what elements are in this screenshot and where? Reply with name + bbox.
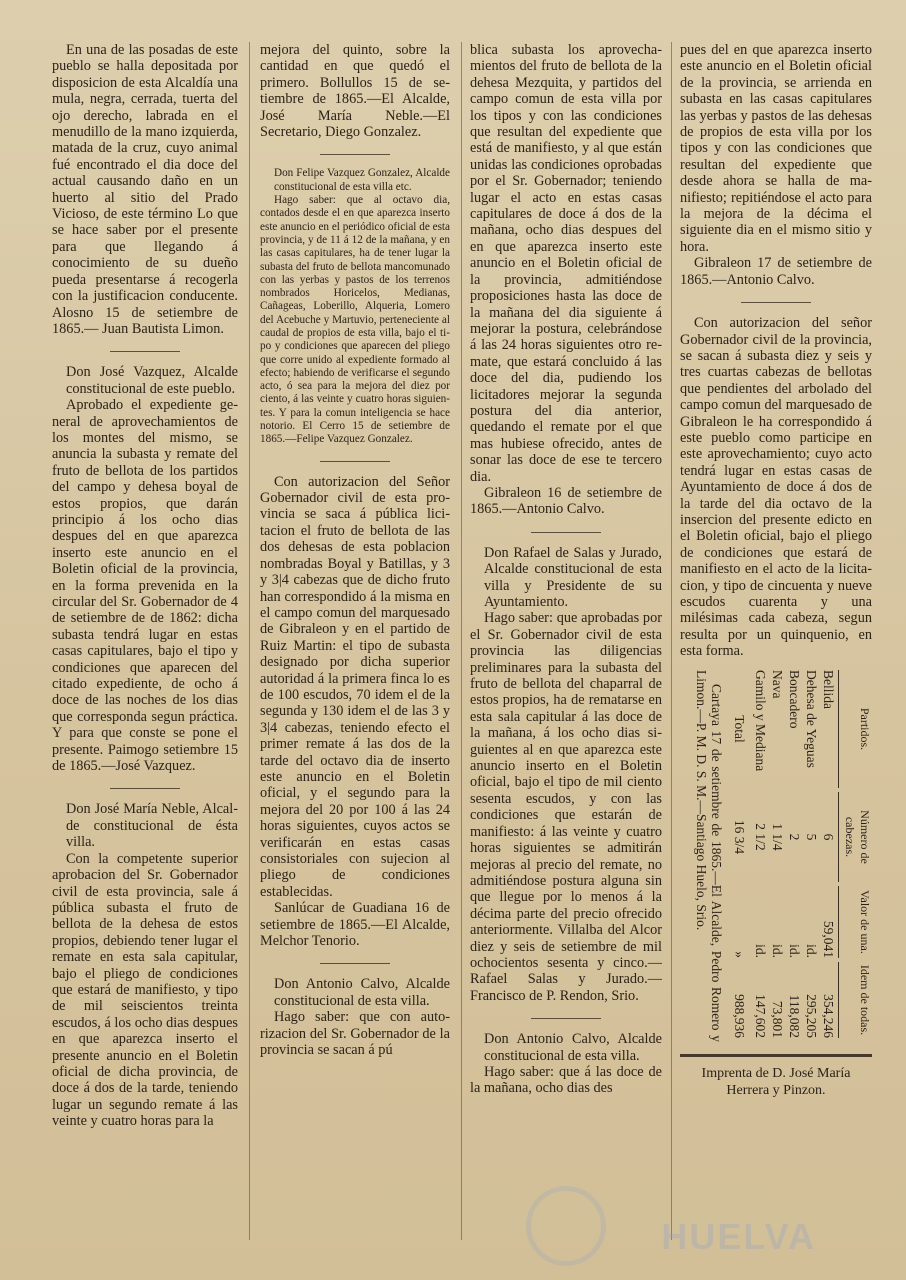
- notice-gibraleon-2-cont: pues del en que aparezca inserto este anuncio en el Boletin oficial de la provincia, se arrienda en subasta en las casas capitulares las yerbas y pastos de las dehesas de propios de esta villa por los tipos y con las condiciones que resultan del expediente que desde ahora se halla de manifiesto; repitiéndose el acto para la mejora de la décima el siguiente dia en el mismo sitio y hora.: [680, 42, 872, 255]
- table-cell-valor: id.: [770, 943, 785, 958]
- notice-sanlucar-signature: Sanlúcar de Guadiana 16 de setiembre de 1865.—El Alcalde, Melchor Tenorio.: [260, 900, 450, 950]
- table-cell-cabezas: 2 1/2: [753, 822, 768, 851]
- notice-bollullos: Con la competente superior aprobacion del Sr. Gobernador civil de esta provincia, sale á pública subasta el fruto de bellota de la dehesa de estos propios, debiendo tener lugar el remate en esta sala capitular, bajo el pliego de condiciones que estará de manifiesto, y tipo de mil seiscientos treinta escudos, á los ocho dias despues en que aparezca inserto el presente anuncio en el Boletin oficial de dicha provincia, de doce á dos de la tarde, teniendo lugar un segundo remate á las veinte y cuatro horas para la: [52, 850, 238, 1130]
- table-cell-partido: Dehesa de Yeguas: [804, 669, 819, 768]
- column-rule: [249, 42, 250, 1240]
- table-cell-todas: 118,082: [787, 994, 802, 1038]
- table-total-todas: 988,936: [732, 993, 747, 1038]
- printer-imprint: Imprenta de D. José María Herrera y Pinzon.: [701, 1065, 851, 1098]
- table-header: Valor de una.: [838, 886, 872, 958]
- cartaya-table-box: [680, 670, 872, 1042]
- separator: [320, 963, 390, 964]
- notice-heading-salas: Don Rafael de Salas y Jurado, Alcalde constitucional de esta villa y Presidente de su Ayuntamiento.: [484, 544, 662, 610]
- notice-gibraleon-1-signature: Gibraleon 16 de setiembre de 1865.—Antonio Calvo.: [470, 484, 662, 518]
- separator: [320, 154, 390, 155]
- notice-gibraleon-2-signature: Gibraleon 17 de setiembre de 1865.—Antonio Calvo.: [680, 255, 872, 288]
- notice-cartaya: Con autorizacion del señor Gobernador civil de la provincia, se sacan á subasta diez y seis y tres cuartas cabezas de bellotas que pendientes del arbolado del campo comun del marquesado de Gibraleon le ha correspondido á este pueblo como participe en este aprovechamiento; cuyo acto tendrá lugar en estas casas de Ayuntamiento de doce á dos de la tarde del dia octavo de la insercion del presente edicto en el Boletin oficial, bajo el pliego de condiciones que estará de manifiesto en el acto de la licitacion, y tipo de cincuenta y nueve escudos cuarenta y una milésimas cada cabeza, segun resulta por un quinquenio, en esta forma.: [680, 315, 872, 660]
- separator: [110, 351, 180, 352]
- notice-heading-neble: Don José María Neble, Alcalde constitucional de ésta villa.: [66, 801, 238, 851]
- table-header: Idem de todas.: [838, 962, 872, 1038]
- notice-gibraleon-1: Hago saber: que con autorizacion del Sr. Gobernador de la provincia se sacan á pú: [260, 1009, 450, 1059]
- table-cell-todas: 354,246: [821, 993, 836, 1038]
- notice-villalba: Hago saber: que aprobadas por el Sr. Gobernador civil de esta provincia las diligencias preliminares para la subasta del fruto de bellota del chaparral de estos propios, ha de rematarse en esta sala capitular á las doce de la mañana, á los ocho dias siguientes al en que aparezca este anuncio inserto en el Boletin oficial, bajo el tipo de mil ciento sesenta escudos, y con las condiciones que estarán de manifiesto: á las veinte y cuatro horas siguientes se admitirán mejoras al precio del remate, no admitiéndose postura alguna sin que llegue por lo menos á la décima parte del precio ofrecido anteriormente. Villalba del Alcor diez y seis de setiembre de mil ochocientos sesenta y cinco.—Rafael Salas y Jurado.—Francisco de P. Rendon, Srio.: [470, 610, 662, 1004]
- notice-paimogo: Aprobado el expediente general de aprovechamientos de los montes del mismo, se anuncia la subasta y remate del fruto de bellota de los partidos del campo y dehesa boyal de estos propios, que darán principio á los ocho dias despues del en que aparezca inserto este anuncio en el Boletin oficial de la provincia, en la forma prevenida en la circular del Sr. Gobernador de 4 de setiembre de de 1862: dicha subasta tendrá lugar en estas casas capitulares, bajo el tipo y condiciones que aparecen del citado expediente, de ocho á doce de las noches de los dias que corresponda segun práctica. Y para que conste se pone el presente. Paimogo setiembre 15 de 1865.—José Vazquez.: [52, 397, 238, 775]
- column-4: [680, 42, 872, 1264]
- notice-mula: En una de las posadas de este pueblo se halla depositada por disposicion de esta Alcaldía una mula, negra, cerrada, tuerta del ojo derecho, labrada en el menudillo de la mano izquierda, matada de la cruz, cuyo animal fué encontrado el dia doce del actual causando daño en un huerto al sitio del Prado Vicioso, de este término Lo que se hace saber por el presente para que llegando á conocimiento de su dueño pueda presentarse á recogerla con la justificacion conducente. Alosno 15 de setiembre de 1865.— Juan Bautista Limon.: [52, 42, 238, 337]
- table-cell-partido: Gamilo y Mediana: [753, 669, 768, 771]
- separator: [320, 461, 390, 462]
- separator: [110, 788, 180, 789]
- table-cell-cabezas: 1 1/4: [770, 822, 785, 851]
- separator: [741, 302, 811, 303]
- table-cell-cabezas: 2: [787, 833, 802, 840]
- table-header: Partidos.: [838, 670, 872, 788]
- notice-bollullos-cont: mejora del quinto, sobre la cantidad en que quedó el primero. Bollullos 15 de setiembre de 1865.—El Alcalde, José María Neble.—El Secretario, Diego Gonzalez.: [260, 42, 450, 141]
- table-cell-partido: Boncadero: [787, 669, 802, 729]
- table-footer-signature: Cartaya 17 de setiembre de 1865.—El Alcalde, Pedro Romero y Limon.—P. M. D. S. M.—Santiago Huelo, Srio.: [693, 669, 724, 1042]
- table-cell-valor: id.: [787, 943, 802, 958]
- notice-heading-calvo: Don Antonio Calvo, Alcalde constitucional de esta villa.: [274, 976, 450, 1009]
- notice-gibraleon-2: Hago saber: que á las doce de la mañana, ocho dias des: [470, 1063, 662, 1097]
- notice-heading-felipe: Don Felipe Vazquez Gonzalez, Alcalde constitucional de esta villa etc.: [274, 167, 450, 193]
- column-rule: [671, 42, 672, 1240]
- notice-heading-calvo-2: Don Antonio Calvo, Alcalde constitucional de esta villa.: [484, 1031, 662, 1064]
- column-1: [52, 42, 238, 1264]
- table-total-valor: »: [732, 950, 747, 958]
- notice-el-cerro: Hago saber: que al octavo dia, contados desde el en que aparezca inserto este anuncio en el periódico oficial de esta provincia, y de 11 á 12 de la mañana, y en las casas capitulares, ha de tener lugar la subasta del fruto de bellota mancomunado con las yerbas y pastos de los terrenos nombrados Horicelos, Medianas, Cañageas, Loberillo, Alqueria, Lomero del Acebuche y Martuvio, perteneciente al caudal de propios de esta villa, bajo el tipo y condiciones que aparecen del pliego que corre unido al expediente formado al efecto; habiendo de verificarse el segundo acto, ó sea para la mejora del diez por ciento, á las veinte y cuatro horas siguientes. Y para la comun inteligencia se hace notorio. El Cerro 15 de setiembre de 1865.—Felipe Vazquez Gonzalez.: [260, 194, 450, 446]
- closing-rule: [680, 1054, 872, 1057]
- table-cell-partido: Nava: [770, 669, 785, 699]
- table-cell-valor: id.: [804, 943, 819, 958]
- table-cell-cabezas: 6: [821, 833, 836, 840]
- notice-heading-vazquez: Don José Vazquez, Alcalde constitucional de este pueblo.: [66, 364, 238, 397]
- column-2: [260, 42, 450, 1264]
- table-cell-todas: 147,602: [753, 993, 768, 1038]
- table-cell-cabezas: 5: [804, 833, 819, 840]
- column-3: [470, 42, 662, 1264]
- table-cell-valor: 59,041: [821, 920, 836, 958]
- table-cell-partido: Bellida: [821, 669, 836, 709]
- watermark-text: HUELVA: [661, 1216, 816, 1257]
- table-cell-valor: id.: [753, 943, 768, 958]
- table-total-cabezas: 16 3/4: [732, 819, 747, 854]
- table-header: Número de cabezas.: [838, 792, 872, 882]
- table-cell-todas: 295,205: [804, 993, 819, 1038]
- watermark-seal: [526, 1186, 606, 1266]
- separator: [531, 1018, 601, 1019]
- separator: [531, 532, 601, 533]
- cartaya-table: [680, 670, 872, 1042]
- notice-sanlucar: Con autorizacion del Señor Gobernador civil de esta provincia se saca á pública licitacion el fruto de bellota de las dos dehesas de esta poblacion nombradas Boyal y Batillas, y 3 y 3|4 cabezas que de dicho fruto han correspondido á la misma en el campo comun del marquesado de Gibraleon y en el partido de Ruiz Martin: el tipo de subasta designado por dicha superior autoridad á la primera finca lo es de 100 escudos, 70 idem el de la segunda y 130 idem el de las 3 y 3|4 cabezas, teniendo efecto el primer remate á las dos de la tarde del octavo dia de inserto este anuncio en el Boletin oficial, y el segundo para la mejora del 20 por 100 á las 24 horas siguientes, cuyos actos se verificarán en estas casas consistoriales con sujecion al pliego de condiciones establecidas.: [260, 473, 450, 900]
- column-rule: [461, 42, 462, 1240]
- notice-gibraleon-1-cont: blica subasta los aprovechamientos del fruto de bellota de la dehesa Mezquita, y partidos del campo comun de esta villa por los tipos y con las condiciones que resultan del expediente que está de manifiesto, y al que están unidas las condiciones oprobadas por el Sr. Gobernador; teniendo lugar el acto en estas casas capitulares de doce á dos de la mañana, ocho dias despues del en que aparezca inserto este anuncio en el Boletin oficial de la provincia, admitiéndose proposiciones hasta las doce de la mañana del dia siguiente á mejorar la postura, celebrándose á las 24 horas siguientes otro remate, que estará concluido á las doce del dia, pudiendo los licitadores mejorar la segunda postura del dia anterior, quedando el remate por el que mas hubiese ofrecido, antes de sonar las doce de ese te tercero dia.: [470, 42, 662, 485]
- table-cell-todas: 73,801: [770, 1000, 785, 1038]
- table-total-label: Total: [732, 714, 747, 743]
